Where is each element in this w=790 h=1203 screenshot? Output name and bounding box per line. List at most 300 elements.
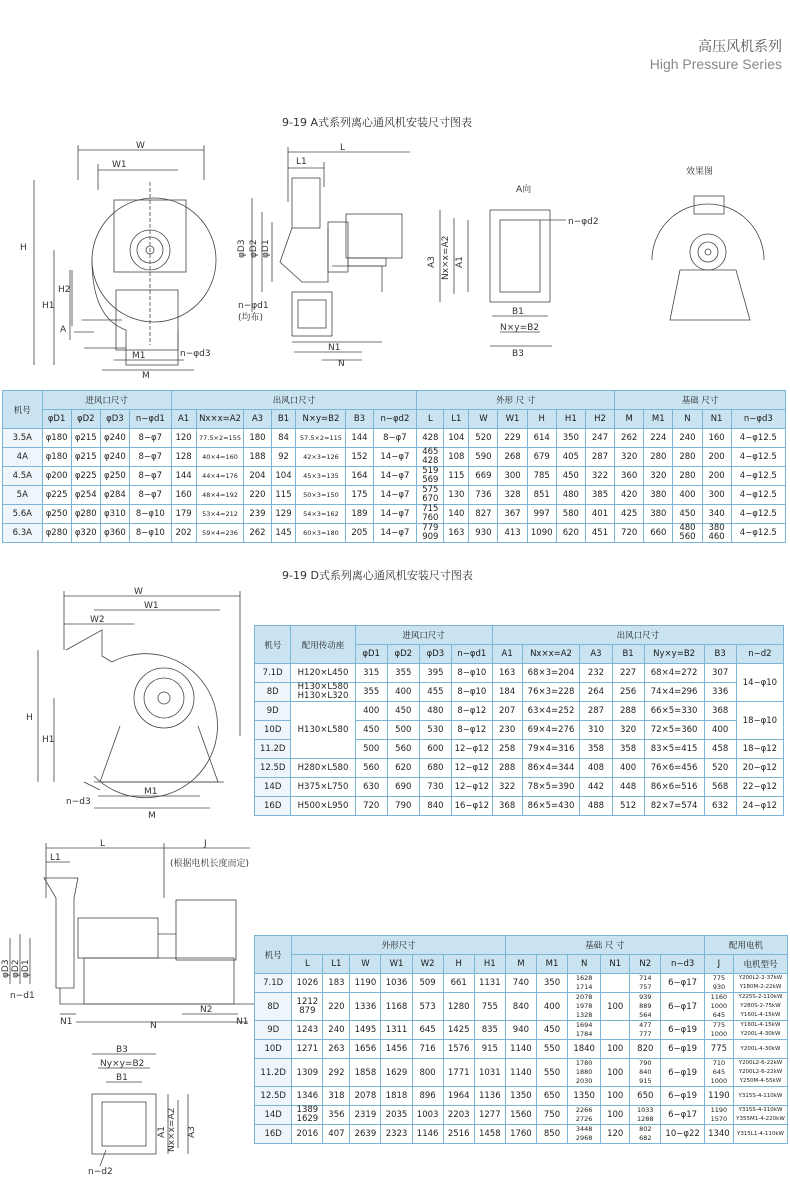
table-cell: 645	[412, 1021, 443, 1040]
table-cell: 200	[702, 467, 731, 486]
table-cell: 8−φ7	[373, 429, 417, 448]
table-cell: 100	[601, 1087, 630, 1106]
cell-line: 2030	[575, 1077, 593, 1085]
table-cell: 520	[469, 429, 498, 448]
section-a-title: 9-19 A式系列离心通风机安装尺寸图表	[282, 116, 472, 129]
row-key-cell: 9D	[255, 1021, 292, 1040]
table-cell: 300	[498, 467, 527, 486]
table-cell: 288	[612, 702, 644, 721]
table-cell: 1840	[568, 1040, 601, 1059]
col-header: W2	[412, 955, 443, 974]
col-header: B3	[704, 645, 736, 664]
group-header: 外形 尺 寸	[417, 391, 615, 410]
table-cell: 1090	[527, 524, 556, 543]
col-header: H	[443, 955, 474, 974]
cell-line: 710	[712, 1059, 726, 1067]
table-cell: 840	[419, 797, 451, 816]
table-cell: 350	[536, 974, 567, 993]
table-cell: 144	[171, 467, 196, 486]
table-cell: 76×6=456	[644, 759, 704, 778]
dim-nd2: n−φd2	[568, 217, 599, 227]
table-cell: 280	[673, 448, 702, 467]
table-cell: 202	[171, 524, 196, 543]
fan-d-side-view	[1, 838, 254, 1031]
table-cell: φ320	[71, 524, 100, 543]
table-cell: 1271	[292, 1040, 323, 1059]
table-cell	[704, 1106, 733, 1125]
col-header: φD2	[387, 645, 419, 664]
table-row	[255, 1106, 788, 1125]
table-cell: 480	[556, 486, 585, 505]
col-header: H	[527, 410, 556, 429]
table-cell: 8−φ10	[451, 664, 492, 683]
table-cell: 420	[615, 486, 644, 505]
row-key-cell: 7.1D	[255, 974, 292, 993]
col-header: N	[673, 410, 702, 429]
table-cell: 128	[171, 448, 196, 467]
table-cell: 129	[271, 505, 296, 524]
table-cell: 6−φ19	[661, 1087, 705, 1106]
cell-line: 380	[708, 523, 725, 533]
dim-m: M	[142, 371, 150, 381]
table-cell: 820	[630, 1040, 661, 1059]
table-cell: 1140	[505, 1059, 536, 1087]
table-cell	[568, 974, 601, 993]
col-header: B1	[612, 645, 644, 664]
table-cell: 740	[505, 974, 536, 993]
table-cell: 18−φ10	[736, 702, 783, 740]
table-cell: 262	[244, 524, 271, 543]
table-cell: 413	[498, 524, 527, 543]
row-key-cell: 8D	[255, 993, 292, 1021]
table-cell: 280	[673, 467, 702, 486]
table-cell: 74×4=296	[644, 683, 704, 702]
table-cell: H120×L450	[291, 664, 355, 683]
dim-nd3: n−φd3	[180, 349, 211, 359]
col-header: φD1	[355, 645, 387, 664]
cell-line: 460	[708, 532, 725, 542]
table-cell: 630	[355, 778, 387, 797]
cell-line: 569	[422, 475, 439, 485]
table-cell: 840	[505, 993, 536, 1021]
table-cell: 550	[536, 1059, 567, 1087]
table-cell: 1771	[443, 1059, 474, 1087]
dim-d-nd1: n−d1	[10, 991, 35, 1001]
dim-d-h: H	[26, 713, 33, 723]
row-key-cell: 4.5A	[3, 467, 43, 486]
table-cell: φ240	[100, 448, 129, 467]
cell-line: Y225S-2-110kW	[738, 994, 783, 1000]
effect-label: 效果图	[686, 167, 714, 177]
table-cell: 560	[387, 740, 419, 759]
table-cell: 14−φ7	[373, 448, 417, 467]
table-cell: 14−φ10	[736, 664, 783, 702]
table-cell: 115	[271, 486, 296, 505]
table-cell: 6−φ17	[661, 1106, 705, 1125]
table-cell: 12−φ12	[451, 778, 492, 797]
dim-d3: φD3	[237, 239, 247, 258]
dim-n: N	[338, 359, 345, 369]
table-cell: φ200	[42, 467, 71, 486]
table-cell: 500	[355, 740, 387, 759]
row-key-cell: 5.6A	[3, 505, 43, 524]
col-header: W	[469, 410, 498, 429]
table-cell: 4−φ12.5	[731, 467, 785, 486]
table-cell: 4−φ12.5	[731, 448, 785, 467]
outlet-a-view	[420, 180, 610, 360]
label-a-direction: A向	[516, 185, 532, 195]
table-cell: 307	[704, 664, 736, 683]
table-cell: 1026	[292, 974, 323, 993]
col-header: L	[417, 410, 444, 429]
cell-line: H130×L320	[297, 691, 349, 701]
table-cell: 661	[443, 974, 474, 993]
cell-line: 1628	[575, 974, 593, 982]
table-row	[255, 1021, 788, 1040]
table-row	[255, 702, 784, 721]
table-cell: 1858	[350, 1059, 381, 1087]
dim-d-l: L	[100, 839, 106, 849]
table-cell: 2639	[350, 1125, 381, 1144]
table-cell: 6−φ19	[661, 1040, 705, 1059]
dim-d1: φD1	[261, 239, 271, 258]
table-cell: 322	[492, 778, 522, 797]
row-key-cell: 11.2D	[255, 740, 291, 759]
table-cell	[292, 993, 323, 1021]
cell-line: 3448	[575, 1125, 593, 1133]
table-cell: 8−φ10	[129, 524, 171, 543]
table-cell	[291, 683, 355, 702]
cell-line: 2726	[575, 1115, 593, 1123]
table-cell: 8−φ10	[129, 505, 171, 524]
table-cell: 2016	[292, 1125, 323, 1144]
table-cell: 590	[469, 448, 498, 467]
table-cell: 455	[419, 683, 451, 702]
table-cell: 160	[702, 429, 731, 448]
dim-h1: H1	[42, 301, 55, 311]
table-cell: 104	[444, 429, 469, 448]
table-cell: 179	[171, 505, 196, 524]
table-row	[255, 778, 784, 797]
dim-nyb2: N×y=B2	[500, 323, 540, 333]
table-cell: 240	[673, 429, 702, 448]
cell-line: H130×L580	[297, 682, 349, 692]
table-cell: 247	[585, 429, 614, 448]
col-header: A1	[492, 645, 522, 664]
row-key-cell: 9D	[255, 702, 291, 721]
fan-a-side-view	[232, 142, 412, 369]
table-cell: 322	[585, 467, 614, 486]
table-cell	[733, 1059, 787, 1087]
table-row	[255, 1040, 788, 1059]
group-header: 基础 尺 寸	[505, 936, 704, 955]
cell-line: 645	[712, 1011, 726, 1019]
table-cell: 22−φ12	[736, 778, 783, 797]
table-cell: 54×3=162	[296, 505, 346, 524]
table-cell	[417, 524, 444, 543]
group-header: 外形尺寸	[292, 936, 506, 955]
table-cell: 835	[474, 1021, 505, 1040]
table-cell: 395	[419, 664, 451, 683]
table-cell: 140	[444, 505, 469, 524]
group-header: 出风口尺寸	[171, 391, 417, 410]
table-row	[3, 524, 786, 543]
dim-d-n1: N1	[60, 1017, 73, 1027]
table-d1-specs	[254, 625, 784, 816]
table-cell: 310	[580, 721, 612, 740]
table-cell: 20−φ12	[736, 759, 783, 778]
table-cell: 220	[244, 486, 271, 505]
table-cell: 1340	[704, 1125, 733, 1144]
table-cell: 8−φ12	[451, 721, 492, 740]
table-cell: 1168	[381, 993, 412, 1021]
cell-line: 790	[639, 1059, 652, 1067]
table-row	[3, 448, 786, 467]
table-cell: 120	[601, 1125, 630, 1144]
outlet-d-view	[86, 1044, 226, 1177]
table-cell: 14−φ7	[373, 505, 417, 524]
table-cell: 175	[346, 486, 373, 505]
table-cell: 355	[355, 683, 387, 702]
table-cell: 86×5=430	[522, 797, 580, 816]
row-key-cell: 8D	[255, 683, 291, 702]
table-cell: 679	[527, 448, 556, 467]
table-cell: 407	[323, 1125, 350, 1144]
table-cell: 1190	[350, 974, 381, 993]
dim-d-j-note: (根据电机长度而定)	[170, 859, 250, 869]
cell-line: 2266	[575, 1106, 593, 1114]
row-key-cell: 3.5A	[3, 429, 43, 448]
table-cell: 736	[469, 486, 498, 505]
cell-line: 775	[712, 974, 726, 982]
table-cell: 1136	[474, 1087, 505, 1106]
table-cell: 262	[615, 429, 644, 448]
table-cell: 450	[536, 1021, 567, 1040]
table-cell: 6−φ17	[661, 993, 705, 1021]
table-cell: 220	[323, 993, 350, 1021]
table-cell: 632	[704, 797, 736, 816]
table-cell: 1576	[443, 1040, 474, 1059]
table-row	[255, 759, 784, 778]
table-cell: 1336	[350, 993, 381, 1021]
col-header: N2	[630, 955, 661, 974]
table-cell: 320	[615, 448, 644, 467]
table-cell: 63×4=252	[522, 702, 580, 721]
table-cell: H130×L580	[291, 702, 355, 759]
table-cell: φ284	[100, 486, 129, 505]
table-cell: 256	[612, 683, 644, 702]
dim-a3: A3	[427, 256, 437, 268]
table-cell: 680	[419, 759, 451, 778]
table-cell: φ280	[71, 505, 100, 524]
table-cell	[630, 1059, 661, 1087]
table-cell: 104	[271, 467, 296, 486]
cell-line: 428	[422, 456, 439, 466]
col-header: M1	[644, 410, 673, 429]
table-cell: 77.5×2=155	[196, 429, 244, 448]
table-cell: 450	[387, 702, 419, 721]
table-cell	[568, 1021, 601, 1040]
cell-line: Y280S-2-75kW	[740, 1003, 781, 1009]
dim-h: H	[20, 243, 27, 253]
dim-d-nxa2: Nx×x=A2	[167, 1107, 177, 1152]
table-cell: 1131	[474, 974, 505, 993]
table-cell: 4−φ12.5	[731, 486, 785, 505]
table-cell: 268	[498, 448, 527, 467]
table-cell: 6−φ19	[661, 1021, 705, 1040]
dim-d-d2: φD2	[11, 959, 21, 978]
dim-d-nd2: n−d2	[88, 1167, 113, 1177]
table-cell	[630, 1021, 661, 1040]
table-cell: 360	[615, 467, 644, 486]
table-cell: 1146	[412, 1125, 443, 1144]
table-cell: H280×L580	[291, 759, 355, 778]
table-cell: 408	[580, 759, 612, 778]
table-row	[255, 993, 788, 1021]
table-cell: 850	[536, 1125, 567, 1144]
table-cell	[601, 1021, 630, 1040]
table-cell: 6−φ19	[661, 1059, 705, 1087]
table-cell: 8−φ7	[129, 467, 171, 486]
col-header: φD2	[71, 410, 100, 429]
cell-line: 1328	[575, 1011, 593, 1019]
table-cell: 6−φ17	[661, 974, 705, 993]
table-cell	[704, 974, 733, 993]
table-cell: 57.5×2=115	[296, 429, 346, 448]
group-header: 进风口尺寸	[355, 626, 492, 645]
table-cell: 24−φ12	[736, 797, 783, 816]
table-cell: 1243	[292, 1021, 323, 1040]
dim-d-n: N	[150, 1021, 157, 1031]
table-cell: 240	[323, 1021, 350, 1040]
col-header: A3	[580, 645, 612, 664]
table-cell: 730	[419, 778, 451, 797]
group-header: 基础 尺寸	[615, 391, 786, 410]
table-cell: 86×6=516	[644, 778, 704, 797]
cell-line: Y250M-4-55kW	[739, 1078, 782, 1084]
col-header: 机号	[255, 626, 291, 664]
table-cell: φ360	[100, 524, 129, 543]
table-cell: 328	[498, 486, 527, 505]
cell-line: 715	[422, 504, 439, 514]
cell-line: 477	[639, 1021, 652, 1029]
cell-line: 1784	[575, 1030, 593, 1038]
col-header: H1	[556, 410, 585, 429]
table-cell: 367	[498, 505, 527, 524]
table-row	[3, 486, 786, 505]
table-cell: 1036	[381, 974, 412, 993]
table-cell	[733, 1106, 787, 1125]
dim-a: A	[60, 325, 67, 335]
table-cell: 14−φ7	[373, 467, 417, 486]
col-header: B3	[346, 410, 373, 429]
table-cell	[417, 448, 444, 467]
table-cell: 915	[474, 1040, 505, 1059]
cell-line: 909	[422, 532, 439, 542]
header-cn: 高压风机系列	[698, 39, 782, 55]
cell-line: 682	[639, 1134, 652, 1142]
col-header: B1	[271, 410, 296, 429]
table-cell	[704, 993, 733, 1021]
header-en: High Pressure Series	[649, 56, 782, 72]
table-cell	[292, 1106, 323, 1125]
table-cell: φ225	[71, 467, 100, 486]
table-cell: 8−φ10	[451, 683, 492, 702]
table-cell	[673, 524, 702, 543]
table-cell: 500	[387, 721, 419, 740]
table-cell: 164	[346, 467, 373, 486]
table-cell: 16−φ12	[451, 797, 492, 816]
cell-line: 802	[639, 1125, 652, 1133]
table-cell: 84	[271, 429, 296, 448]
dim-d-w2: W2	[90, 615, 105, 625]
dim-d-b1: B1	[116, 1073, 128, 1083]
table-cell: 385	[585, 486, 614, 505]
cell-line: 930	[712, 983, 726, 991]
row-key-cell: 12.5D	[255, 1087, 292, 1106]
fan-a-front-view	[14, 140, 230, 380]
col-header: N1	[702, 410, 731, 429]
dim-d-d1: φD1	[21, 959, 31, 978]
dim-d-nyb2: Ny×y=B2	[100, 1059, 145, 1069]
table-cell	[601, 974, 630, 993]
table-cell: 800	[412, 1059, 443, 1087]
table-cell: 458	[704, 740, 736, 759]
table-cell	[568, 1125, 601, 1144]
table-cell: 183	[323, 974, 350, 993]
table-row	[3, 429, 786, 448]
table-cell: 14−φ7	[373, 524, 417, 543]
table-cell: 2323	[381, 1125, 412, 1144]
col-header: n−φd3	[731, 410, 785, 429]
table-cell: 1456	[381, 1040, 412, 1059]
table-cell: φ215	[71, 429, 100, 448]
dim-h2: H2	[58, 285, 71, 295]
table-cell: φ254	[71, 486, 100, 505]
table-cell: 100	[601, 993, 630, 1021]
table-cell: 1311	[381, 1021, 412, 1040]
table-cell: 92	[271, 448, 296, 467]
table-cell: 66×5=330	[644, 702, 704, 721]
table-cell	[704, 1059, 733, 1087]
table-cell: 425	[615, 505, 644, 524]
dim-l: L	[340, 143, 346, 153]
col-header: W1	[498, 410, 527, 429]
table-cell: 380	[644, 486, 673, 505]
row-key-cell: 12.5D	[255, 759, 291, 778]
dim-d-w1: W1	[144, 601, 159, 611]
table-cell	[630, 974, 661, 993]
cell-line: 915	[639, 1077, 652, 1085]
col-header: 机号	[255, 936, 292, 974]
dim-d-d3: φD3	[1, 959, 11, 978]
table-cell: 350	[556, 429, 585, 448]
table-cell: 189	[346, 505, 373, 524]
cell-line: 939	[639, 993, 652, 1001]
table-cell: 12−φ12	[451, 759, 492, 778]
table-cell: 1964	[443, 1087, 474, 1106]
table-cell: 568	[704, 778, 736, 797]
table-cell: 400	[536, 993, 567, 1021]
table-cell: 60×3=180	[296, 524, 346, 543]
table-row	[255, 974, 788, 993]
table-cell: 620	[387, 759, 419, 778]
cell-line: 1033	[637, 1106, 654, 1114]
col-header: 机号	[3, 391, 43, 429]
table-cell: 227	[612, 664, 644, 683]
table-cell: 163	[492, 664, 522, 683]
table-cell: 2078	[350, 1087, 381, 1106]
